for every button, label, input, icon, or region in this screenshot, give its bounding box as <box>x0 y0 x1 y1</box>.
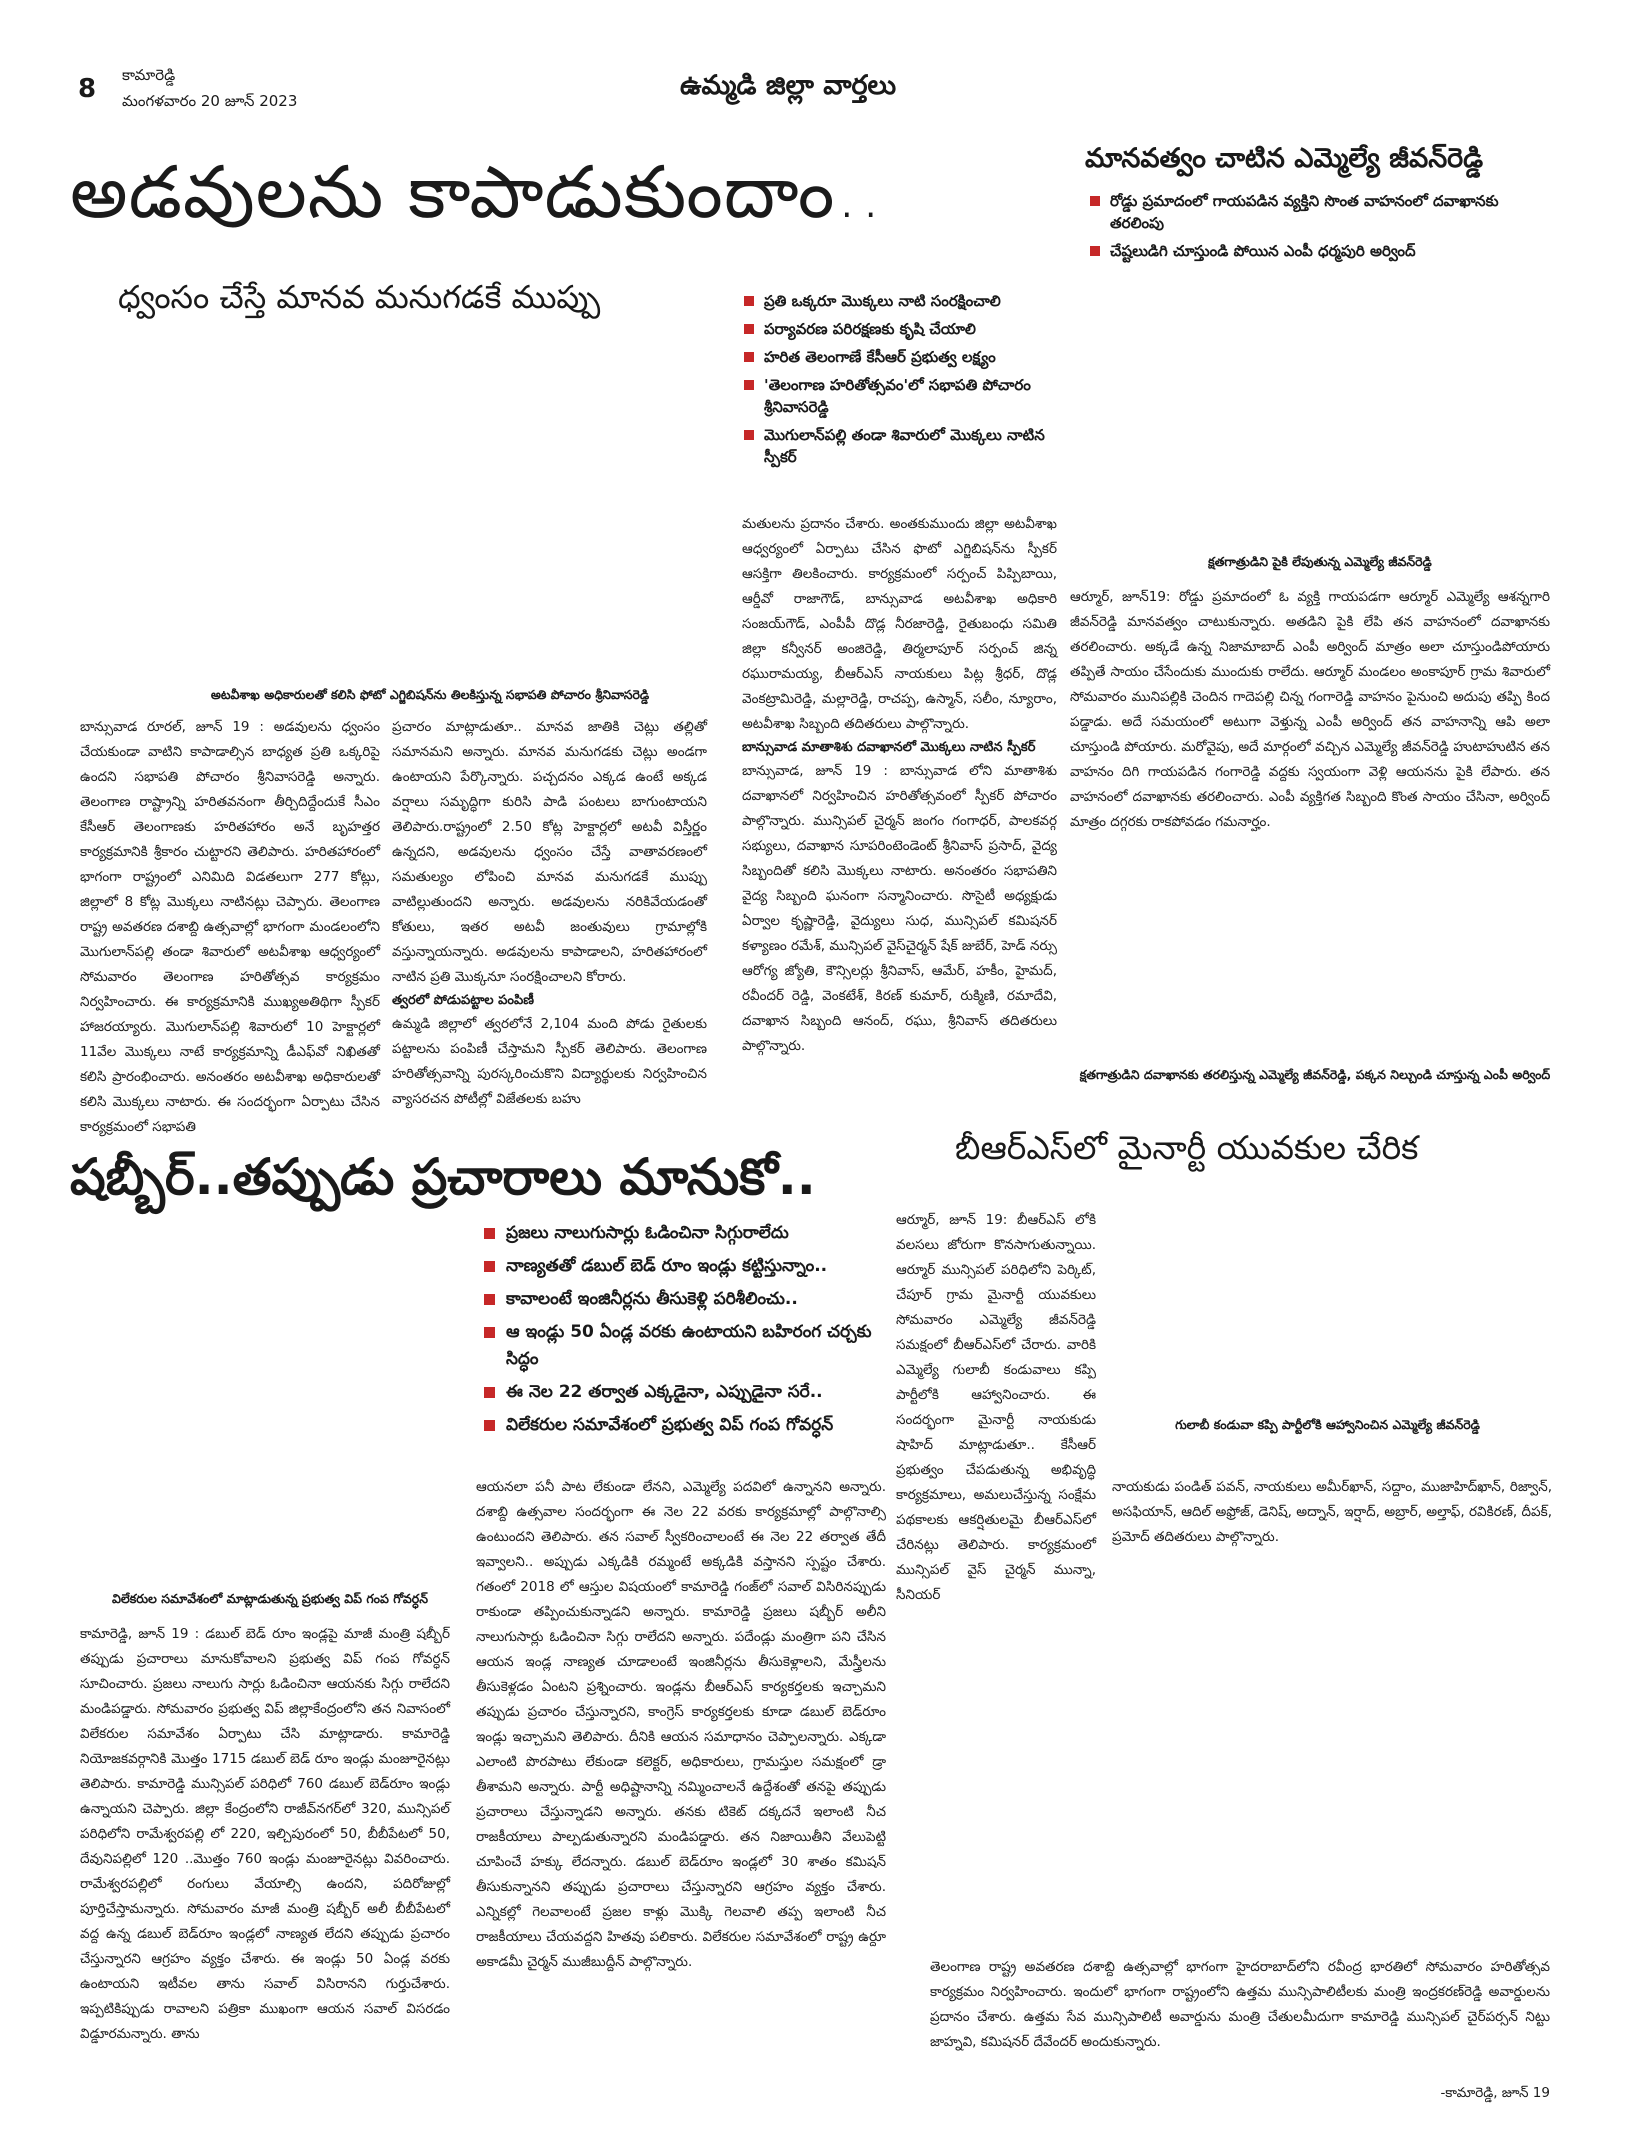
story1-bullet: హరిత తెలంగాణే కేసీఆర్ ప్రభుత్వ లక్ష్యం <box>744 346 1074 368</box>
story3-bullet: కావాలంటే ఇంజినీర్లను తీసుకెళ్లి పరిశీలించు.. <box>484 1286 894 1313</box>
story3-caption: విలేకరుల సమావేశంలో మాట్లాడుతున్న ప్రభుత్వ విప్ గంప గోవర్ధన్ <box>112 1591 428 1606</box>
masthead-place: కామారెడ్డి <box>122 66 176 84</box>
story1-photo-caption: అటవీశాఖ అధికారులతో కలిసి ఫోటో ఎగ్జిబిషన్‌ను తిలకిస్తున్న సభాపతి పోచారం శ్రీనివాసరెడ్డి <box>210 687 650 702</box>
story1-body-col3 <box>742 512 1057 1059</box>
story1-bullet: ప్రతి ఒక్కరూ మొక్కలు నాటి సంరక్షించాలి <box>744 290 1074 312</box>
story1-col2-text-b: ఉమ్మడి జిల్లాలో త్వరలోనే 2,104 మంది పోడు రైతులకు పట్టాలను పంపిణీ చేస్తామని స్పీకర్ తెలిపారు. తెలంగాణ హరితోత్సవాన్ని పురస్కరించుకొని విద్యార్థులకు నిర్వహించిన వ్యాసరచన పోటీల్లో విజేతలకు బహు <box>392 1016 707 1107</box>
story3-bullets <box>484 1220 894 1445</box>
story2-headline: మానవత్వం చాటిన ఎమ్మెల్యే జీవన్‌రెడ్డి <box>1085 143 1484 174</box>
story1-bullet: పర్యావరణ పరిరక్షణకు కృషి చేయాలి <box>744 318 1074 340</box>
story1-bullets <box>744 290 1074 474</box>
story3-headline: షబ్బీర్..తప్పుడు ప్రచారాలు మానుకో.. <box>70 1148 816 1206</box>
story4-body-col1: ఆర్మూర్, జూన్ 19: బీఆర్ఎస్ లోకి వలసలు జోరుగా కొనసాగుతున్నాయి. ఆర్మూర్ మున్సిపల్ పరిధిలోని పెర్కిట్, చేపూర్ గ్రామ మైనార్టీ యువకులు సోమవారం ఎమ్మెల్యే జీవన్‌రెడ్డి సమక్షంలో బీఆర్ఎస్‌లో చేరారు. వారికి ఎమ్మెల్యే గులాబీ కండువాలు కప్పి పార్టీలోకి ఆహ్వానించారు. ఈ సందర్భంగా మైనార్టీ నాయకుడు షాహిద్ మాట్లాడుతూ.. కేసీఆర్ ప్రభుత్వం చేపడుతున్న అభివృద్ధి కార్యక్రమాలు, అమలుచేస్తున్న సంక్షేమ పథకాలకు ఆకర్షితులమై బీఆర్ఎస్‌లో చేరినట్లు తెలిపారు. కార్యక్రమంలో మున్సిపల్ వైస్ చైర్మన్ మున్నా, సీనియర్ <box>896 1212 1096 1603</box>
masthead-date: మంగళవారం 20 జూన్ 2023 <box>122 92 298 110</box>
story3-bullet: విలేకరుల సమావేశంలో ప్రభుత్వ విప్ గంప గోవర్ధన్ <box>484 1412 894 1439</box>
story3-bullet: ఈ నెల 22 తర్వాత ఎక్కడైనా, ఎప్పుడైనా సరే.. <box>484 1379 894 1406</box>
story2-bullet: చేష్టలుడిగి చూస్తుండి పోయిన ఎంపీ ధర్మపురి అర్వింద్ <box>1090 240 1540 262</box>
story3-body-col2: ఆయనలా పనీ పాట లేకుండా లేనని, ఎమ్మెల్యే పదవిలో ఉన్నానని అన్నారు. దశాబ్ది ఉత్సవాల సందర్భంగా ఈ నెల 22 వరకు కార్యక్రమాల్లో పాల్గొనాల్సి ఉంటుందని తెలిపారు. తన సవాల్ స్వీకరించాలంటే ఈ నెల 22 తర్వాత తేదీ ఇవ్వాలని.. అప్పుడు ఎక్కడికి రమ్మంటే అక్కడికి వస్తానని స్పష్టం చేశారు. గతంలో 2018 లో ఆస్తుల విషయంలో కామారెడ్డి గంజ్‌లో సవాల్ విసిరినప్పుడు రాకుండా తప్పించుకున్నాడని అన్నారు. కామారెడ్డి ప్రజలు షబ్బీర్ అలీని నాలుగుసార్లు ఓడించినా సిగ్గు రాలేదని అన్నారు. పదేండ్లు మంత్రిగా పని చేసిన ఆయన ఇండ్ల నాణ్యత చూడాలంటే ఇంజినీర్లను తీసుకెళ్లాలని, మేస్త్రీలను తీసుకెళ్లడం ఏంటని ప్రశ్నించారు. ఇండ్లను బీఆర్ఎస్ కార్యకర్తలకు ఇచ్చామని తప్పుడు ప్రచారం చేస్తున్నారని, కాంగ్రెస్ కార్యకర్తలకు కూడా డబుల్ బెడ్‌రూం ఇండ్లు ఇచ్చామని తెలిపారు. దీనికి ఆయన సమాధానం చెప్పాలన్నారు. ఎక్కడా ఎలాంటి పొరపాటు లేకుండా కలెక్టర్, అధికారులు, గ్రామస్తుల సమక్షంలో డ్రా తీశామని అన్నారు. పార్టీ అధిష్టానాన్ని నమ్మించాలనే ఉద్దేశంతో తనపై తప్పుడు ప్రచారాలు చేస్తున్నాడని అన్నారు. తనకు టికెట్ దక్కదనే ఇలాంటి నీచ రాజకీయాలు పాల్పడుతున్నారని మండిపడ్డారు. తన నిజాయితీని వేలుపెట్టి చూపించే హక్కు లేదన్నారు. డబుల్ బెడ్‌రూం ఇండ్లలో 30 శాతం కమిషన్ తీసుకున్నానని తప్పుడు ప్రచారాలు చేస్తున్నారని ఆగ్రహం వ్యక్తం చేశారు. ఎన్నికల్లో గెలవాలంటే ప్రజల కాళ్లు మొక్కి గెలవాలి తప్ప ఇలాంటి నీచ రాజకీయాలు చేయవద్దని హితవు పలికారు. విలేకరుల సమావేశంలో రాష్ట్ర ఉర్దూ అకాడమీ చైర్మన్ ముజీబుద్దీన్ పాల్గొన్నారు. <box>476 1479 886 1970</box>
story3-bullet: ఆ ఇండ్లు 50 ఏండ్ల వరకు ఉంటాయని బహిరంగ చర్చకు సిద్ధం <box>484 1319 894 1373</box>
story1-body-col2 <box>392 715 707 1112</box>
story1-col3-subhead: బాన్సువాడ మాతాశిశు దవాఖానలో మొక్కలు నాటిన స్పీకర్ <box>742 740 1036 755</box>
story1-col2-subhead: త్వరలో పోడుపట్టాల పంపిణీ <box>392 993 534 1008</box>
story2-bullets <box>1090 190 1540 268</box>
story1-col2-text-a: ప్రచారం మాట్లాడుతూ.. మానవ జాతికి చెట్లు తల్లితో సమానమని అన్నారు. మానవ మనుగడకు చెట్లు అండగా ఉంటాయని పేర్కొన్నారు. పచ్చదనం ఎక్కడ ఉంటే అక్కడ వర్షాలు సమృద్ధిగా కురిసి పాడి పంటలు బాగుంటాయని తెలిపారు.రాష్ట్రంలో 2.50 కోట్ల హెక్టార్లలో అటవీ విస్తీర్ణం ఉన్నదని, అడవులను ధ్వంసం చేస్తే వాతావరణంలో సమతుల్యం లోపించి మానవ మనుగడకే ముప్పు వాటిల్లుతుందని అన్నారు. అడవులను నరికివేయడంతో కోతులు, ఇతర అటవీ జంతువులు గ్రామాల్లోకి వస్తున్నాయన్నారు. అడవులను కాపాడాలని, హరితహారంలో నాటిన ప్రతి మొక్కనూ సంరక్షించాలని కోరారు. <box>392 719 707 985</box>
page-number: 8 <box>78 74 97 104</box>
story1-col3-text-b: బాన్సువాడ, జూన్ 19 : బాన్సువాడ లోని మాతాశిశు దవాఖానలో నిర్వహించిన హరితోత్సవంలో స్పీకర్ పోచారం పాల్గొన్నారు. మున్సిపల్ చైర్మన్ జంగం గంగాధర్, పాలకవర్గ సభ్యులు, దవాఖాన సూపరింటెండెంట్ శ్రీనివాస్ ప్రసాద్, వైద్య సిబ్బందితో కలిసి మొక్కలు నాటారు. అనంతరం సభాపతిని వైద్య సిబ్బంది ఘనంగా సన్మానించారు. సొసైటీ అధ్యక్షుడు ఏర్వాల కృష్ణారెడ్డి, వైద్యులు సుధ, మున్సిపల్ కమిషనర్ కళ్యాణం రమేశ్, మున్సిపల్ వైస్‌చైర్మన్ షేక్ జుబేర్, హెడ్ నర్సు ఆరోగ్య జ్యోతి, కౌన్సిలర్లు శ్రీనివాస్, ఆమేర్, హకీం, హైమద్, రవీందర్ రెడ్డి, వెంకటేశ్, కిరణ్ కుమార్, రుక్మిణి, రమాదేవి, దవాఖాన సిబ్బంది ఆనంద్, రఘు, శ్రీనివాస్ తదితరులు పాల్గొన్నారు. <box>742 763 1057 1054</box>
story1-subheadline: ధ్వంసం చేస్తే మానవ మనుగడకే ముప్పు <box>118 278 601 316</box>
section-title: ఉమ్మడి జిల్లా వార్తలు <box>680 70 897 101</box>
story4-body-col2: నాయకుడు పండిత్ పవన్, నాయకులు అమీర్‌ఖాన్, సద్దాం, ముజాహిద్‌ఖాన్, రిజ్వాన్, అసఫియాన్, ఆదిల్ అఫ్రోజ్, డెనిష్, అద్నాన్, ఇర్షాద్, అబ్రార్, అల్తాఫ్, రవికిరణ్, దీపక్, ప్రమోద్ తదితరులు పాల్గొన్నారు. <box>1112 1479 1552 1545</box>
story4-caption: గులాబీ కండువా కప్పి పార్టీలోకి ఆహ్వానించిన ఎమ్మెల్యే జీవన్‌రెడ్డి <box>1175 1417 1480 1432</box>
story3-bullet: నాణ్యతతో డబుల్ బెడ్ రూం ఇండ్లు కట్టిస్తున్నాం.. <box>484 1253 894 1280</box>
story2-caption-1: క్షతగాత్రుడిని పైకి లేపుతున్న ఎమ్మెల్యే జీవన్‌రెడ్డి <box>1208 554 1432 569</box>
story3-body-col1: కామారెడ్డి, జూన్ 19 : డబుల్ బెడ్ రూం ఇండ్లపై మాజీ మంత్రి షబ్బీర్ తప్పుడు ప్రచారాలు మానుకోవాలని ప్రభుత్వ విప్ గంప గోవర్ధన్ సూచించారు. ప్రజలు నాలుగు సార్లు ఓడించినా ఆయనకు సిగ్గు రాలేదని మండిపడ్డారు. సోమవారం ప్రభుత్వ విప్ జిల్లాకేంద్రంలోని తన నివాసంలో విలేకరుల సమావేశం ఏర్పాటు చేసి మాట్లాడారు. కామారెడ్డి నియోజకవర్గానికి మొత్తం 1715 డబుల్ బెడ్ రూం ఇండ్లు మంజూరైనట్లు తెలిపారు. కామారెడ్డి మున్సిపల్ పరిధిలో 760 డబుల్ బెడ్‌రూం ఇండ్లు ఉన్నాయని చెప్పారు. జిల్లా కేంద్రంలోని రాజీవ్‌నగర్‌లో 320, మున్సిపల్ పరిధిలోని రామేశ్వరపల్లి లో 220, ఇల్చిపురంలో 50, బీబీపేటలో 50, దేవునిపల్లిలో 120 ..మొత్తం 760 ఇండ్లు మంజూరైనట్లు వివరించారు. రామేశ్వరపల్లిలో రంగులు వేయాల్సి ఉందని, పదిరోజుల్లో పూర్తిచేస్తామన్నారు. సోమవారం మాజీ మంత్రి షబ్బీర్ అలీ బీబీపేటలో వద్ద ఉన్న డబుల్ బెడ్‌రూం ఇండ్లలో నాణ్యత లేదని తప్పుడు ప్రచారం చేస్తున్నారని ఆగ్రహం వ్యక్తం చేశారు. ఈ ఇండ్లు 50 ఏండ్ల వరకు ఉంటాయని ఇటీవల తాను సవాల్ విసిరానని గుర్తుచేశారు. ఇప్పటికిప్పుడు రావాలని పత్రికా ముఖంగా ఆయన సవాల్ విసరడం విడ్డూరమన్నారు. తాను <box>80 1626 450 2042</box>
story4-headline: బీఆర్ఎస్‌లో మైనార్టీ యువకుల చేరిక <box>955 1128 1419 1167</box>
story2-bullet: రోడ్డు ప్రమాదంలో గాయపడిన వ్యక్తిని సొంత వాహనంలో దవాఖానకు తరలింపు <box>1090 190 1540 234</box>
story5-body: తెలంగాణ రాష్ట్ర అవతరణ దశాబ్ది ఉత్సవాల్లో భాగంగా హైదరాబాద్‌లోని రవీంద్ర భారతిలో సోమవారం హరితోత్సవ కార్యక్రమం నిర్వహించారు. ఇందులో భాగంగా రాష్ట్రంలోని ఉత్తమ మున్సిపాలిటీలకు మంత్రి ఇంద్రకరణ్‌రెడ్డి అవార్డులను ప్రదానం చేశారు. ఉత్తమ సేవ మున్సిపాలిటీ అవార్డును మంత్రి చేతులమీదుగా కామారెడ్డి మున్సిపల్ చైర్‌పర్సన్ నిట్టు జాహ్నవి, కమిషనర్ దేవేందర్ అందుకున్నారు. <box>930 1959 1550 2050</box>
story1-body-col1: బాన్సువాడ రూరల్, జూన్ 19 : అడవులను ధ్వంసం చేయకుండా వాటిని కాపాడాల్సిన బాధ్యత ప్రతి ఒక్కరిపై ఉందని సభాపతి పోచారం శ్రీనివాసరెడ్డి అన్నారు. తెలంగాణ రాష్ట్రాన్ని హరితవనంగా తీర్చిదిద్దేందుకే సీఎం కేసీఆర్ తెలంగాణకు హరితహారం అనే బృహత్తర కార్యక్రమానికి శ్రీకారం చుట్టారని తెలిపారు. హరితహారంలో భాగంగా రాష్ట్రంలో ఎనిమిది విడతలుగా 277 కోట్లు, జిల్లాలో 8 కోట్ల మొక్కలు నాటినట్లు చెప్పారు. తెలంగాణ రాష్ట్ర అవతరణ దశాబ్ది ఉత్సవాల్లో భాగంగా మండలంలోని మొగులాన్‌పల్లి తండా శివారులో అటవీశాఖ ఆధ్వర్యంలో సోమవారం తెలంగాణ హరితోత్సవ కార్యక్రమం నిర్వహించారు. ఈ కార్యక్రమానికి ముఖ్యఅతిథిగా స్పీకర్ హాజరయ్యారు. మొగులాన్‌పల్లి శివారులో 10 హెక్టార్లలో 11వేల మొక్కలు నాటే కార్యక్రమాన్ని డీఎఫ్‌వో నిఖితతో కలిసి ప్రారంభించారు. అనంతరం అటవీశాఖ అధికారులతో కలిసి మొక్కలు నాటారు. ఈ సందర్భంగా ఏర్పాటు చేసిన కార్యక్రమంలో సభాపతి <box>80 719 380 1135</box>
story3-bullet: ప్రజలు నాలుగుసార్లు ఓడించినా సిగ్గురాలేదు <box>484 1220 894 1247</box>
story2-caption-2: క్షతగాత్రుడిని దవాఖానకు తరలిస్తున్న ఎమ్మెల్యే జీవన్‌రెడ్డి, పక్కన నిల్చుండి చూస్తున్న ఎంపీ అర్వింద్ <box>1079 1067 1551 1082</box>
story1-headline: అడవులను కాపాడుకుందాం.. <box>70 150 884 234</box>
story5-dateline: -కామారెడ్డి, జూన్ 19 <box>1440 2085 1550 2101</box>
story1-bullet: మొగులాన్‌పల్లి తండా శివారులో మొక్కలు నాటిన స్పీకర్ <box>744 424 1074 468</box>
story2-body: ఆర్మూర్, జూన్19: రోడ్డు ప్రమాదంలో ఓ వ్యక్తి గాయపడగా ఆర్మూర్ ఎమ్మెల్యే ఆశన్నగారి జీవన్‌రెడ్డి మానవత్వం చాటుకున్నారు. అతడిని పైకి లేపి తన వాహనంలో దవాఖానకు తరలించారు. అక్కడే ఉన్న నిజామాబాద్ ఎంపీ అర్వింద్ మాత్రం అలా చూస్తుండిపోయారు తప్పితే సాయం చేసేందుకు ముందుకు రాలేదు. ఆర్మూర్ మండలం అంకాపూర్ గ్రామ శివారులో సోమవారం మునిపల్లికి చెందిన గాదెపల్లి చిన్న గంగారెడ్డి వాహనం పైనుంచి అదుపు తప్పి కింద పడ్డాడు. అదే సమయంలో అటుగా వెళ్తున్న ఎంపీ అర్వింద్ తన వాహనాన్ని ఆపి అలా చూస్తుండి పోయారు. మరోవైపు, అదే మార్గంలో వచ్చిన ఎమ్మెల్యే జీవన్‌రెడ్డి హుటాహుటిన తన వాహనం దిగి గాయపడిన గంగారెడ్డి వద్దకు స్వయంగా వెళ్లి ఆయనను పైకి లేపారు. తన వాహనంలో దవాఖానకు తరలించారు. ఎంపీ వ్యక్తిగత సిబ్బంది కొంత సాయం చేసినా, అర్వింద్ మాత్రం దగ్గరకు రాకపోవడం గమనార్హం. <box>1070 589 1550 830</box>
story1-bullet: 'తెలంగాణ హరితోత్సవం'లో సభాపతి పోచారం శ్రీనివాసరెడ్డి <box>744 374 1074 418</box>
story1-col3-text-a: మతులను ప్రదానం చేశారు. అంతకుముందు జిల్లా అటవీశాఖ ఆధ్వర్యంలో ఏర్పాటు చేసిన ఫొటో ఎగ్జిబిషన్‌ను స్పీకర్ ఆసక్తిగా తిలకించారు. కార్యక్రమంలో సర్పంచ్ పిప్పిబాయి, ఆర్డీవో రాజాగౌడ్, బాన్సువాడ అటవీశాఖ అధికారి సంజయ్‌గౌడ్, ఎంపీపీ దొడ్ల నీరజారెడ్డి, రైతుబంధు సమితి జిల్లా కన్వీనర్ అంజిరెడ్డి, తిర్మలాపూర్ సర్పంచ్ జిన్న రఘురామయ్య, బీఆర్ఎస్ నాయకులు పిట్ల శ్రీధర్, దొడ్ల వెంకట్రామిరెడ్డి, మల్లారెడ్డి, రాచప్ప, ఉస్మాన్, సలీం, న్యూరాం, అటవీశాఖ సిబ్బంది తదితరులు పాల్గొన్నారు. <box>742 516 1057 732</box>
